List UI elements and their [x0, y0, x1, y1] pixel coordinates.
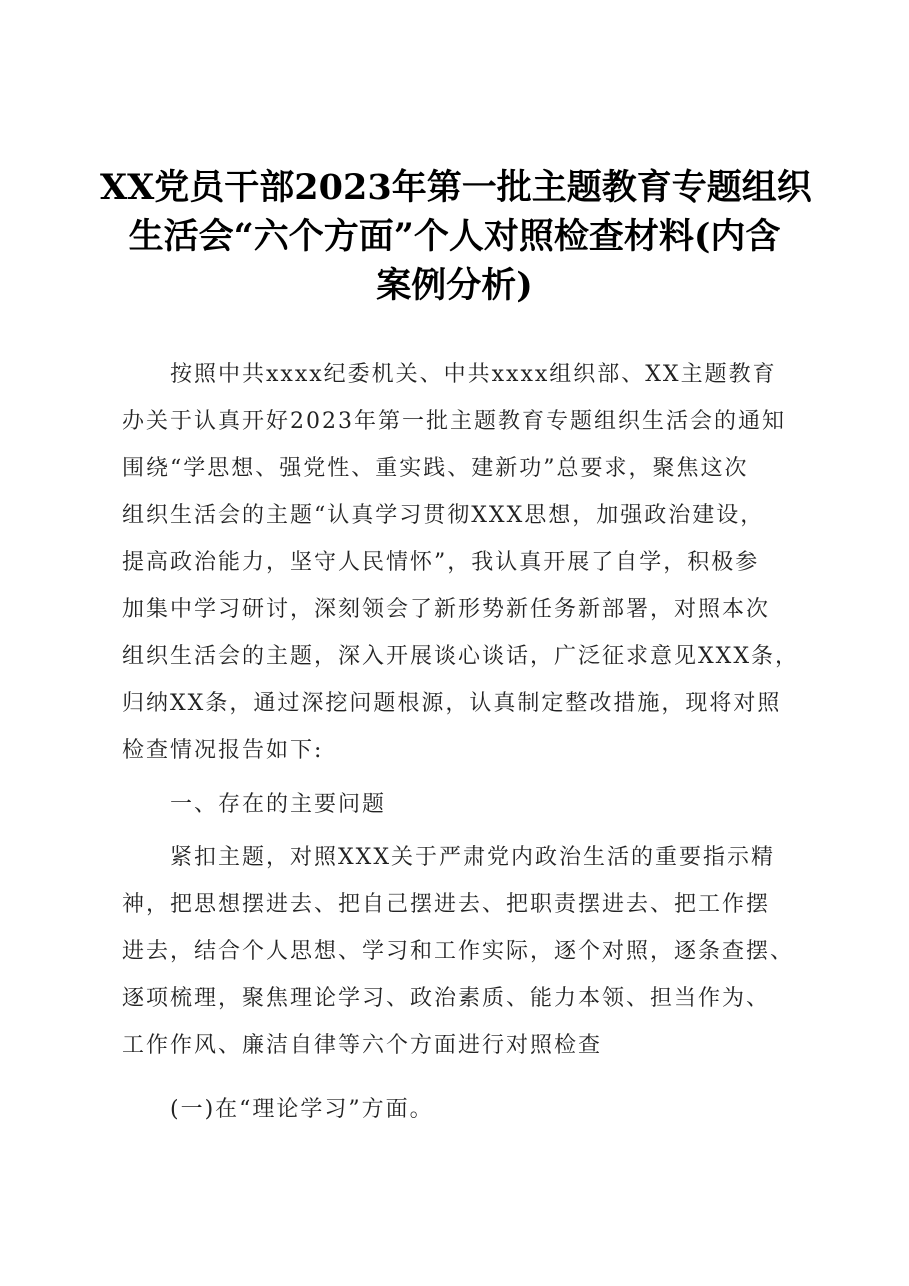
paragraph-line: 归纳XX条，通过深挖问题根源，认真制定整改措施，现将对照 — [122, 691, 782, 716]
title-line: 生活会“六个方面”个人对照检查材料(内含 — [128, 216, 781, 257]
paragraph-line: 围绕“学思想、强党性、重实践、建新功”总要求，聚焦这次 — [122, 456, 749, 481]
title-line: XX党员干部2023年第一批主题教育专题组织 — [100, 167, 812, 208]
section-heading: 一、存在的主要问题 — [170, 792, 387, 817]
paragraph-line: 加集中学习研讨，深刻领会了新形势新任务新部署，对照本次 — [122, 597, 771, 622]
subsection-heading: (一)在“理论学习”方面。 — [170, 1097, 434, 1122]
paragraph-line: 按照中共xxxx纪委机关、中共xxxx组织部、XX主题教育 — [170, 362, 777, 387]
paragraph-line: 办关于认真开好2023年第一批主题教育专题组织生活会的通知 — [122, 409, 786, 434]
paragraph-line: 组织生活会的主题“认真学习贯彻XXX思想，加强政治建设， — [122, 503, 765, 528]
paragraph-line: 检查情况报告如下: — [122, 738, 324, 763]
document-title — [100, 163, 812, 310]
paragraph-line: 工作作风、廉洁自律等六个方面进行对照检查 — [122, 1033, 603, 1058]
paragraph-line: 进去，结合个人思想、学习和工作实际，逐个对照，逐条查摆、 — [122, 939, 795, 964]
paragraph-line: 逐项梳理，聚焦理论学习、政治素质、能力本领、担当作为、 — [122, 986, 771, 1011]
paragraph-line: 紧扣主题，对照XXX关于严肃党内政治生活的重要指示精 — [170, 845, 775, 870]
paragraph-line: 提高政治能力，坚守人民情怀”，我认真开展了自学，积极参 — [122, 550, 760, 575]
paragraph-line: 神，把思想摆进去、把自己摆进去、把职责摆进去、把工作摆 — [122, 892, 771, 917]
title-line: 案例分析) — [376, 265, 533, 306]
paragraph-line: 组织生活会的主题，深入开展谈心谈话，广泛征求意见XXX条， — [122, 644, 799, 669]
